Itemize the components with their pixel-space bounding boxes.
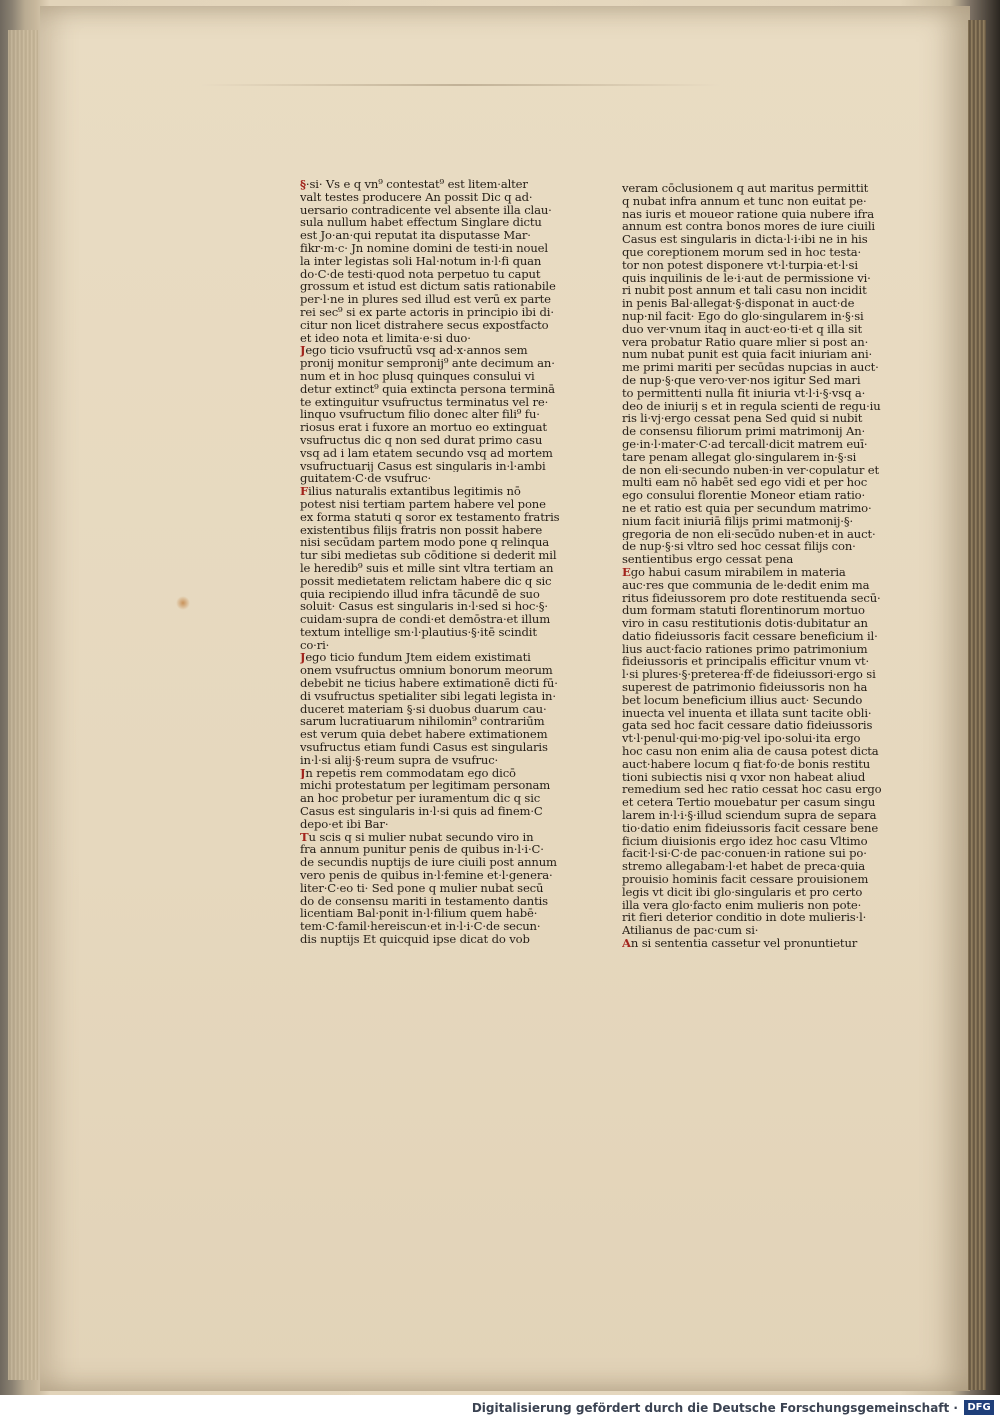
text-line: quis inquilinis de le·i·aut de permissione vi· [622,271,871,285]
text-line: valt testes producere An possit Dic q ad· [300,190,533,204]
text-line: tur sibi medietas sub cōditione si dederit mil [300,549,557,562]
text-line: michi protestatum per legitimam personam [300,779,551,793]
text-line: per·l·ne in plures sed illud est verū ex parte [300,293,551,306]
text-line: de nup·§·si vltro sed hoc cessat filijs con· [622,540,856,554]
text-line: inuecta vel inuenta et illata sunt tacite obli· [622,706,872,720]
text-line: est Jo·an·qui reputat ita disputasse Mar· [300,229,531,242]
text-line: fideiussoris et principalis efficitur vnum vt· [622,655,870,669]
text-line: vt·l·penul·qui·mo·pig·vel ipo·solui·ita ergo [622,732,861,746]
text-line: linquo vsufructum filio donec alter fili⁹ fu· [300,408,540,422]
book-edge-right [968,20,986,1390]
text-line: tem·C·famil·hereiscun·et in·l·i·C·de secun· [300,920,541,934]
text-line: dis nuptijs Et quicquid ipse dicat do vob [300,933,530,946]
text-line: vsufructus dic q non sed durat primo casu [300,433,543,447]
text-line: et cetera Tertio mouebatur per casum singu [622,796,876,810]
text-line: ne et ratio est quia per secundum matrimo· [622,501,872,515]
text-line: Casus est singularis in dicta·l·i·ibi ne in his [622,233,868,246]
rubricated-initial: J [300,344,306,358]
text-line: auc·res que communia de le·dedit enim ma [622,578,870,592]
text-column-left [300,178,580,946]
text-line: existentibus filijs fratris non possit habere [300,523,543,537]
text-line: licentiam Bal·ponit in·l·filium quem habē· [300,907,538,921]
text-line: detur extinct⁹ quia extincta persona terminā [300,382,555,396]
text-line: pronij monitur sempronij⁹ ante decimum an· [300,357,555,370]
text-line: debebit ne ticius habere extimationē dicti fū· [300,677,558,690]
text-line: ge·in·l·mater·C·ad tercall·dicit matrem euī· [622,437,868,451]
text-line: rit fieri deterior conditio in dote mulieris·l· [622,911,867,925]
text-line: nas iuris et moueor ratione quia nubere ifra [622,207,874,221]
text-line: nup·nil facit· Ego do glo·singularem in·§·si [622,309,864,323]
text-line: de secundis nuptijs de iure ciuili post annum [300,856,557,870]
text-line: do de consensu mariti in testamento dantis [300,894,548,908]
text-line: nisi secūdam partem modo pone q relinqua [300,536,550,550]
text-line: sentientibus ergo cessat pena [622,553,794,566]
text-line: Jego ticio vsufructū vsq ad·x·annos sem [300,344,528,358]
text-line: Filius naturalis extantibus legitimis nō [300,485,521,498]
text-line: fikr·m·c· Jn nomine domini de testi·in nouel [300,241,548,255]
text-line: duo ver·vnum itaq in auct·eo·ti·et q illa sit [622,322,862,336]
funding-credit: Digitalisierung gefördert durch die Deutsche Forschungsgemeinschaft · [471,1401,958,1415]
text-line: de non eli·secundo nuben·in ver·copulatur et [622,463,879,477]
text-line: et ideo nota et limita·e·si duo· [300,331,471,345]
text-line: num et in hoc plusq quinques consului vi [300,369,535,383]
text-line: le heredib⁹ suis et mille sint vltra tertiam an [300,561,554,575]
page-stack-edge-left [8,30,38,1380]
rubricated-initial: § [300,178,306,191]
text-line: duceret materiam §·si duobus duarum cau· [300,702,547,716]
text-line: superest de patrimonio fideiussoris non ha [622,681,868,694]
text-line: annum est contra bonos mores de iure ciuili [622,220,875,234]
text-line: gata sed hoc facit cessare datio fideiussoris [622,719,873,733]
text-line: uersario contradicente vel absente illa clau· [300,203,552,217]
text-line: num nubat punit est quia facit iniuriam ani· [622,348,873,362]
text-line: q nubat infra annum et tunc non euitat pe· [622,194,867,208]
text-line: onem vsufructus omnium bonorum meorum [300,664,553,678]
text-line: legis vt dicit ibi glo·singularis et pro certo [622,885,863,899]
text-line: potest nisi tertiam partem habere vel pone [300,497,546,511]
text-line: fra annum punitur penis de quibus in·l·i·C· [300,843,544,857]
text-line: riosus erat i fuxore an mortuo eo extinguat [300,421,547,434]
text-line: in·l·si alij·§·reum supra de vsufruc· [300,753,499,767]
text-line: de nup·§·que vero·ver·nos igitur Sed mari [622,373,861,387]
text-column-right [622,182,904,950]
text-line: vero penis de quibus in·l·femine et·l·genera· [300,869,553,882]
text-line: la inter legistas soli Hal·notum in·l·fi quan [300,254,542,268]
text-line: te extinguitur vsufructus terminatus vel re· [300,395,549,409]
text-line: remedium sed hec ratio cessat hoc casu ergo [622,783,882,797]
text-line: Ego habui casum mirabilem in materia [622,565,846,579]
text-line: vsq ad i lam etatem secundo vsq ad mortem [300,446,553,460]
text-line: prouisio hominis facit cessare prouisionem [622,873,869,886]
text-line: nium facit iniuriā filijs primi matmonij·§· [622,514,853,528]
footer-bar [0,1395,1000,1422]
text-line: ficium diuisionis ergo idez hoc casu Vltimo [622,834,868,848]
text-line: liter·C·eo ti· Sed pone q mulier nubat secū [300,881,544,895]
text-line: to permittenti nulla fit iniuria vt·l·i·§·vsq a· [622,386,866,400]
text-line: Jn repetis rem commodatam ego dicō [300,766,516,780]
text-line: ex forma statuti q soror ex testamento fratris [300,510,560,524]
text-line: An si sententia cassetur vel pronuntietur [622,937,858,950]
text-line: Jego ticio fundum Jtem eidem existimati [300,651,531,665]
rubricated-initial: F [300,485,309,498]
text-line: vera probatur Ratio quare mlier si post an· [622,335,869,349]
text-line: sarum lucratiuarum nihilomin⁹ contrariūm [300,715,545,729]
text-line: ego consului florentie Moneor etiam ratio· [622,489,866,502]
text-line: Atilianus de pac·cum si· [622,924,759,938]
text-line: quia recipiendo illud infra tācundē de suo [300,587,540,601]
text-line: est verum quia debet habere extimationem [300,728,548,742]
text-line: tioni subiectis nisi q vxor non habeat aliud [622,770,866,784]
text-line: depo·et ibi Bar· [300,817,389,831]
text-line: Casus est singularis in·l·si quis ad finem·C [300,805,543,818]
text-line: di vsufructus spetialiter sibi legati legista in· [300,689,556,703]
text-line: tio·datio enim fideiussoris facit cessare bene [622,821,879,835]
text-line: deo de iniurij s et in regula scienti de regu·iu [622,399,881,413]
dfg-logo: DFG [964,1400,994,1415]
text-line: in penis Bal·allegat·§·disponat in auct·de [622,297,855,310]
text-line: que coreptionem morum sed in hoc testa· [622,245,862,259]
text-line: possit medietatem relictam habere dic q sic [300,574,552,588]
rubricated-initial: J [300,651,306,665]
text-line: lius auct·facio rationes primo patrimonium [622,642,868,656]
text-line: Tu scis q si mulier nubat secundo viro in [300,830,534,844]
text-line: textum intellige sm·l·plautius·§·itē scindit [300,625,537,639]
text-line: soluit· Casus est singularis in·l·sed si hoc·§· [300,600,548,614]
text-line: larem in·l·i·§·illud sciendum supra de separa [622,809,877,822]
text-line: datio fideiussoris facit cessare beneficium il· [622,629,878,643]
text-line: vsufructus etiam fundi Casus est singularis [300,741,548,754]
text-line: co·ri· [300,638,330,652]
text-line: stremo allegabam·l·et habet de preca·quia [622,860,866,874]
text-line: ri nubit post annum et tali casu non incidit [622,284,867,298]
text-line: bet locum beneficium illius auct· Secundo [622,693,863,707]
text-line: veram cōclusionem q aut maritus permittit [622,182,869,195]
rubricated-initial: E [622,565,631,579]
text-line: grossum et istud est dictum satis rationabile [300,280,556,294]
text-line: multi eam nō habēt sed ego vidi et per hoc [622,476,868,490]
text-line: de consensu filiorum primi matrimonij An· [622,425,866,438]
text-line: ris li·vj·ergo cessat pena Sed quid si nubit [622,412,863,426]
rubricated-initial: J [300,766,306,780]
text-line: l·si plures·§·preterea·ff·de fideiussori·ergo si [622,668,876,682]
page-stain-line [200,84,720,86]
text-line: an hoc probetur per iuramentum dic q sic [300,792,541,806]
text-line: tor non potest disponere vt·l·turpia·et·l·si [622,258,858,272]
text-line: auct·habere locum q fiat·fo·de bonis restitu [622,757,871,771]
text-line: facit·l·si·C·de pac·conuen·in ratione sui po· [622,847,867,861]
text-line: §·si· Vs e q vn⁹ contestat⁹ est litem·alter [300,178,528,191]
text-line: citur non licet distrahere secus expostfacto [300,318,549,332]
text-line: me primi mariti per secūdas nupcias in auct· [622,361,879,374]
rubricated-initial: T [300,830,309,844]
paper-stain [176,596,190,610]
text-line: viro in casu restitutionis dotis·dubitatur an [622,617,868,630]
text-line: tare penam allegat glo·singularem in·§·si [622,450,857,464]
text-line: vsufructuarij Casus est singularis in·l·ambi [300,459,546,473]
text-line: dum formam statuti florentinorum mortuo [622,604,865,618]
text-line: sula nullum habet effectum Singlare dictu [300,216,542,230]
text-line: cuidam·supra de condi·et demōstra·et illum [300,613,551,626]
text-line: hoc casu non enim alia de causa potest dicta [622,745,879,758]
text-line: gregoria de non eli·secūdo nuben·et in auct· [622,527,876,541]
rubricated-initial: A [622,937,631,950]
text-line: do·C·de testi·quod nota perpetuo tu caput [300,267,541,281]
text-line: illa vera glo·facto enim mulieris non pote· [622,898,862,912]
text-line: guitatem·C·de vsufruc· [300,472,432,486]
text-line: rei sec⁹ si ex parte actoris in principio ibi di· [300,305,554,319]
text-line: ritus fideiussorem pro dote restituenda secū· [622,591,881,605]
